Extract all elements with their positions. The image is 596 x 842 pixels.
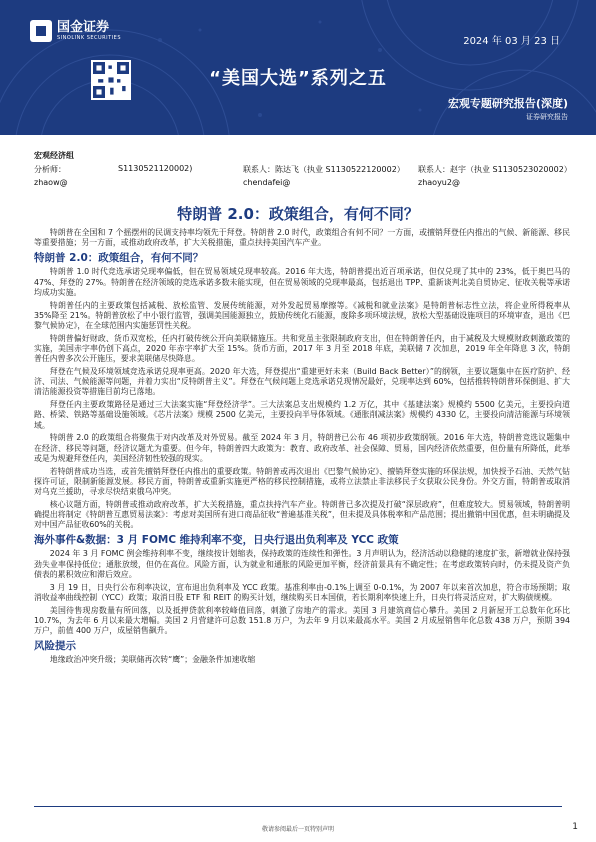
logo-name-cn: 国金证券 bbox=[57, 19, 110, 35]
body-paragraph: 特朗普 2.0 的政策组合将聚焦于对内改革及对外贸易。截至 2024 年 3 月，特朗普已公布 46 项初步政策纲领。2016 年大选，特朗普竞选议题集中在经济、移民等问题，经济议题尤为重要。但今年，特朗普四大政策为：教育、政府改革、社会保障、贸易，国内经济依然重要，但份量有所降低，此举或是为规避拜登任内，美国经济韧性较强的现实。 bbox=[34, 433, 570, 463]
report-type: 宏观专题研究报告(深度) bbox=[447, 97, 568, 110]
body-paragraph: 特朗普偏好财政、货币双宽松，任内打破传统公开向美联储施压。共和党虽主张限制政府支出，但在特朗普任内，由于减税及大规模财政刺激政策的实施，美国赤字率仍创下高点，2020 年赤字率扩大至 15%。货币方面，2017 年 3 月至 2018 年底，美联储 7 次加息，2019 年全年降息 3 次，特朗普任内曾多次公开施压，要求美联储尽快降息。 bbox=[34, 333, 570, 364]
body-paragraph: 美国待售现房数量有所回落，以及抵押贷款利率较峰值回落，刺激了房地产的需求。美国 3 月建筑商信心攀升。美国 2 月新屋开工总数年化环比 10.7%，为去年 6 月以来最大增幅。美国 2 月营建许可总数 151.8 万户，为去年 9 月以来最高水平。美国 2 月成屋销售年化总数 438 万户，预期 394 万户，前值 400 万户，成屋销售飙升。 bbox=[34, 605, 570, 636]
section-heading-risk: 风险提示 bbox=[34, 640, 76, 653]
body-paragraph: 若特朗普成功当选，或首先擅销拜登任内推出的重要政策。特朗普或再次退出《巴黎气候协定》、擅销拜登实施的环保法规，加快授予石油、天然气钻探许可证，限制新能源发展。移民方面，特朗普或重新实施更严格的移民控制措施，或将立法禁止非法移民子女获取公民身份。外交方面，特朗普或取消对乌克兰援助，寻求尽快结束俄乌冲突。 bbox=[34, 466, 570, 497]
series-title: “美国大选”系列之五 bbox=[209, 68, 387, 89]
body-paragraph: 3 月 19 日，日央行公布利率决议，宣布退出负利率及 YCC 政策。基准利率由-0.1%上调至 0-0.1%，为 2007 年以来首次加息，符合市场预期；取消收益率曲线控制（YCC）政策；取消日股 ETF 和 REIT 的购买计划，继续购买日本国债，若长期利率快速上升，日央行将灵活应对，扩大购债规模。 bbox=[34, 582, 570, 602]
analyst-id: S1130521120002) bbox=[118, 164, 193, 173]
analyst-email[interactable]: zhaow@ bbox=[34, 178, 68, 187]
footer-divider bbox=[34, 806, 562, 807]
body-paragraph: 拜登在气候及环境领域竞选承诺兑现率更高。2020 年大选，拜登提出“重建更好未来（Build Back Better）”的纲领，主要议题集中在医疗防护、经济、司法、气候能源等问题，并着力实出“反特朗普主义”。拜登在气候问题上竞选承诺兑现情况最好，兑现率达到 60%，包括推转特朗普环保倒退、扩大清洁能源投资等措施目前均已落地。 bbox=[34, 367, 570, 397]
page-number: 1 bbox=[572, 822, 578, 832]
intro-paragraph: 特朗普在全国和 7 个摇摆州的民调支持率均领先于拜登。特朗普 2.0 时代，政策组合有何不同？一方面，或擅销拜登任内推出的气候、新能源、移民等重要措施；另一方面，或推动政府改革，扩大关税措施，重点扶持美国汽车产业。 bbox=[34, 228, 570, 248]
contact-chen: 联系人：陈达飞（执业 S1130522120002） bbox=[243, 165, 405, 174]
analyst-row-1 bbox=[34, 164, 574, 175]
body-paragraph: 特朗普 1.0 时代竞选承诺兑现率偏低，但在贸易领域兑现率较高。2016 年大选，特朗普提出近百项承诺，但仅兑现了其中的 23%，低于奥巴马的 47%、拜登的 27%。特朗普在经济领域的竞选承诺多数未能实现，但在贸易领域的兑现率最高，包括退出 TPP、重新谈判北美自贸协定、征收关税等承诺均成功实施。 bbox=[34, 267, 570, 297]
risk-paragraph: 地缘政治冲突升级；美联储再次转“鹰”；金融条件加速收缩 bbox=[49, 655, 256, 665]
body-paragraph: 2024 年 3 月 FOMC 例会维持利率不变，继续按计划缩表，保持政策的连续性和弹性。3 月声明认为，经济活动以稳健的速度扩张，新增就业保持强劲失业率保持低位；通胀放缓，但仍在高位。风险方面，认为就业和通胀的风险更加平衡，经济前景具有不确定性；在考虑政策转向时，仍未提及资产负债表的累积效应和滞后效应。 bbox=[34, 549, 570, 579]
report-body bbox=[34, 228, 570, 668]
section-heading-policy: 特朗普 2.0：政策组合，有何不同？ bbox=[34, 252, 204, 265]
contact-chen-email[interactable]: chendafei@ bbox=[243, 178, 291, 187]
logo-mark-icon bbox=[30, 20, 52, 42]
team-name: 宏观经济组 bbox=[34, 151, 74, 160]
analyst-block bbox=[34, 150, 574, 187]
contact-zhao: 联系人：赵宇（执业 S1130523020002） bbox=[418, 165, 572, 174]
body-paragraph: 特朗普任内的主要政策包括减税、放松监管、发展传统能源，对外发起贸易摩擦等。《减税和就业法案》是特朗普标志性立法，将企业所得税率从 35%降至 21%。特朗普放松了中小银行监管，强调美国能源独立，鼓励传统化石能源，废除多项环境法规，放松大型基础设施项目的环境审查，退出《巴黎气候协定》，在全球范围内实施惩罚性关税。 bbox=[34, 300, 570, 331]
company-logo bbox=[30, 14, 121, 48]
report-date: 2024 年 03 月 23 日 bbox=[463, 36, 560, 47]
header-banner bbox=[0, 0, 596, 135]
contact-zhao-email[interactable]: zhaoyu2@ bbox=[418, 178, 460, 187]
body-paragraph: 核心议题方面，特朗普或推动政府改革，扩大关税措施，重点扶持汽车产业。特朗普已多次提及打破“深层政府”，但难度较大。贸易领域，特朗普明确提出将制定《特朗普互惠贸易法案》：考虑对美国所有进口商品征收“普遍基准关税”，但未提及具体税率和产品范围；提出撤销中国优惠，但未明确提及对中国产品征收60%的关税。 bbox=[34, 499, 570, 530]
section-heading-overseas: 海外事件&数据：3 月 FOMC 维持利率不变，日央行退出负利率及 YCC 政策 bbox=[34, 534, 399, 547]
analyst-row-2 bbox=[34, 178, 574, 187]
body-paragraph: 拜登任内主要政策路径是通过三大法案实施“拜登经济学”。三大法案总支出规模约 1.2 万亿，其中《基建法案》规模约 5500 亿美元，主要投向道路、桥梁、铁路等基础设施领域。《芯片法案》规模 2500 亿美元，主要投向半导体领域。《通胀削减法案》规模约 4330 亿，主要投向清洁能源与环境领域。 bbox=[34, 400, 570, 430]
analyst-label: 分析师： bbox=[34, 165, 66, 174]
footer-disclaimer: 敬请参阅最后一页特别声明 bbox=[261, 826, 334, 833]
report-subtype: 证券研究报告 bbox=[526, 113, 568, 121]
logo-name-en: SINOLINK SECURITIES bbox=[57, 34, 121, 41]
main-title: 特朗普 2.0：政策组合，有何不同？ bbox=[177, 205, 419, 223]
